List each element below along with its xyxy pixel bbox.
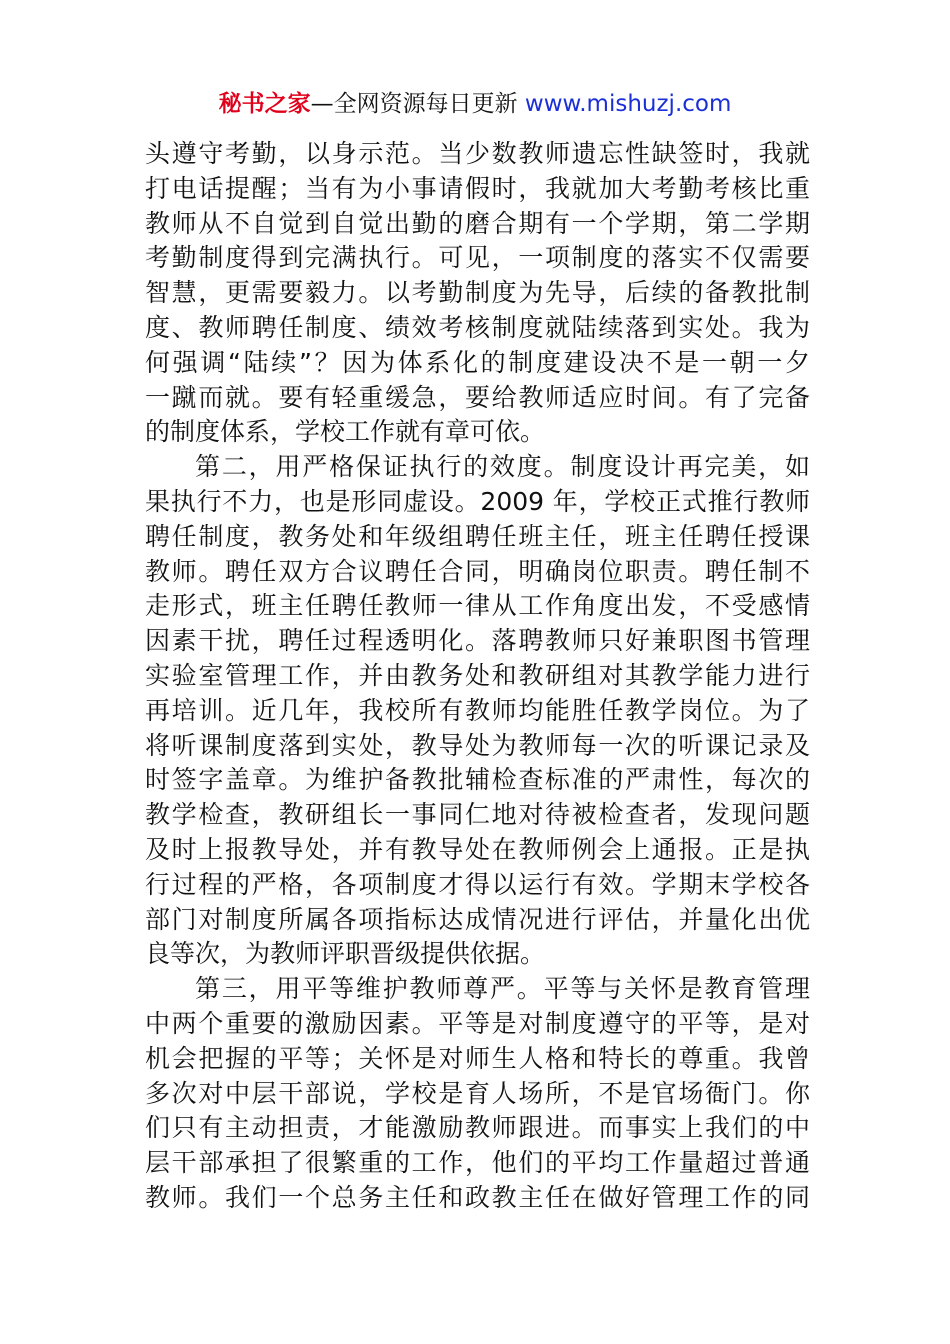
text-line: 中两个重要的激励因素。平等是对制度遵守的平等，是对	[145, 1008, 810, 1038]
text-line: 机会把握的平等；关怀是对师生人格和特长的尊重。我曾	[145, 1043, 810, 1073]
text-line: 层干部承担了很繁重的工作，他们的平均工作量超过普通	[145, 1148, 810, 1178]
text-line: 实验室管理工作，并由教务处和教研组对其教学能力进行	[145, 660, 810, 690]
text-line: 头遵守考勤，以身示范。当少数教师遗忘性缺签时，我就	[145, 139, 810, 168]
text-line: 考勤制度得到完满执行。可见，一项制度的落实不仅需要	[145, 243, 810, 273]
text-line: 的制度体系，学校工作就有章可依。	[145, 417, 546, 447]
page-header	[0, 86, 950, 122]
text-line: 一蹴而就。要有轻重缓急，要给教师适应时间。有了完备	[145, 382, 810, 412]
site-url-link[interactable]: www.mishuzj.com	[524, 91, 732, 117]
text-line: 部门对制度所属各项指标达成情况进行评估，并量化出优	[145, 904, 810, 934]
text-line: 聘任制度，教务处和年级组聘任班主任，班主任聘任授课	[145, 521, 810, 551]
text-line: 第三，用平等维护教师尊严。平等与关怀是教育管理	[195, 974, 810, 1004]
text-line: 及时上报教导处，并有教导处在教师例会上通报。正是执	[145, 834, 810, 864]
text-line: 智慧，更需要毅力。以考勤制度为先导，后续的备教批制	[145, 278, 810, 308]
text-line: 教师。聘任双方合议聘任合同，明确岗位职责。聘任制不	[145, 556, 810, 586]
text-line: 走形式，班主任聘任教师一律从工作角度出发，不受感情	[145, 591, 810, 621]
text-line: 度、教师聘任制度、绩效考核制度就陆续落到实处。我为	[145, 312, 810, 342]
site-brand: 秘书之家	[218, 91, 311, 117]
text-line: 果执行不力，也是形同虚设。2009 年，学校正式推行教师	[145, 486, 810, 516]
text-line: 们只有主动担责，才能激励教师跟进。而事实上我们的中	[145, 1113, 810, 1143]
text-line: 行过程的严格，各项制度才得以运行有效。学期末学校各	[145, 869, 810, 899]
text-line: 教师。我们一个总务主任和政教主任在做好管理工作的同	[145, 1182, 810, 1212]
text-line: 何强调“陆续”？因为体系化的制度建设决不是一朝一夕	[145, 347, 810, 377]
text-line: 良等次，为教师评职晋级提供依据。	[145, 939, 546, 969]
site-tagline: —全网资源每日更新	[310, 91, 525, 117]
document-body	[145, 137, 810, 1216]
text-line: 多次对中层干部说，学校是育人场所，不是官场衙门。你	[145, 1078, 810, 1108]
text-line: 打电话提醒；当有为小事请假时，我就加大考勤考核比重	[145, 173, 810, 203]
text-line: 将听课制度落到实处，教导处为教师每一次的听课记录及	[145, 730, 810, 760]
text-line: 再培训。近几年，我校所有教师均能胜任教学岗位。为了	[145, 695, 810, 725]
text-line: 第二，用严格保证执行的效度。制度设计再完美，如	[195, 452, 810, 482]
text-line: 教师从不自觉到自觉出勤的磨合期有一个学期，第二学期	[145, 208, 810, 238]
text-line: 时签字盖章。为维护备教批辅检查标准的严肃性，每次的	[145, 765, 810, 795]
text-line: 因素干扰，聘任过程透明化。落聘教师只好兼职图书管理	[145, 626, 810, 656]
text-line: 教学检查，教研组长一事同仁地对待被检查者，发现问题	[145, 800, 810, 830]
